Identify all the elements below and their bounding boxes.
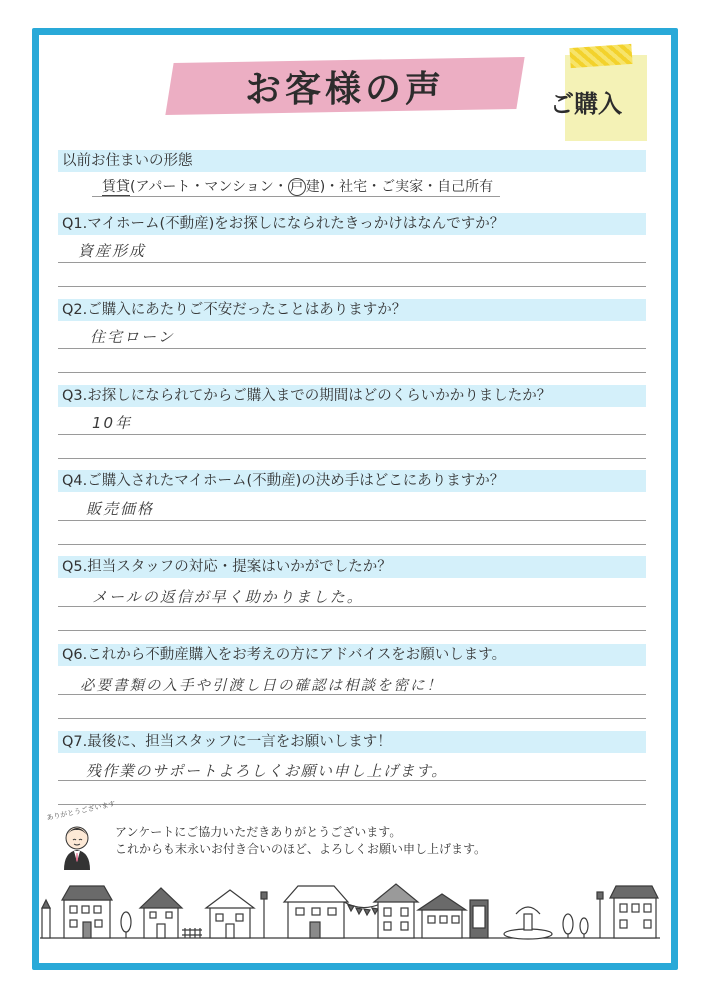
q6-rule-1 (58, 694, 646, 695)
question-1: Q1.マイホーム(不動産)をお探しになられたきっかけはなんですか？ (62, 216, 505, 232)
option-kodate-circled: 戸 (289, 179, 304, 195)
q5-rule-1 (58, 606, 646, 607)
q3-rule-2 (58, 458, 646, 459)
option-rest: )・社宅・ご実家・自己所有 (319, 179, 494, 195)
option-apart: (アパート・マンション・ (130, 179, 288, 195)
option-kodate-rest: 建 (305, 179, 320, 195)
q2-rule-1 (58, 348, 646, 349)
answer-7: 残作業のサポートよろしくお願い申し上げます。 (86, 762, 448, 780)
staff-mascot-icon (52, 812, 102, 872)
q1-rule-2 (58, 286, 646, 287)
q5-rule-2 (58, 630, 646, 631)
option-chintai: 賃貸 (102, 179, 130, 195)
question-2: Q2.ご購入にあたりご不安だったことはありますか？ (62, 302, 407, 318)
residence-label: 以前お住まいの形態 (62, 153, 193, 169)
closing-message (115, 824, 486, 858)
closing-line-2: これからも末永いお付き合いのほど、よろしくお願い申し上げます。 (115, 842, 487, 856)
mascot-speech: ありがとうございます (45, 799, 117, 823)
q1-rule-1 (58, 262, 646, 263)
answer-1: 資産形成 (78, 242, 147, 260)
q3-rule-1 (58, 434, 646, 435)
q4-rule-1 (58, 520, 646, 521)
question-7: Q7.最後に、担当スタッフに一言をお願いします！ (62, 734, 392, 750)
page-title: お客様の声 (244, 68, 445, 110)
question-3: Q3.お探しになられてからご購入までの期間はどのくらいかかりましたか？ (62, 388, 552, 404)
answer-5: メールの返信が早く助かりました。 (92, 588, 364, 606)
answer-2: 住宅ローン (90, 328, 175, 346)
residence-options (102, 176, 493, 196)
residence-rule (92, 196, 500, 197)
q4-rule-2 (58, 544, 646, 545)
q2-rule-2 (58, 372, 646, 373)
q7-rule-2 (58, 804, 646, 805)
q6-rule-2 (58, 718, 646, 719)
question-4: Q4.ご購入されたマイホーム(不動産)の決め手はどこにありますか？ (62, 473, 505, 489)
answer-6: 必要書類の入手や引渡し日の確認は相談を密に！ (80, 678, 443, 694)
answer-3: 10年 (92, 414, 133, 432)
closing-line-1: アンケートにご協力いただきありがとうございます。 (115, 825, 402, 839)
question-6: Q6.これから不動産購入をお考えの方にアドバイスをお願いします。 (62, 647, 507, 663)
question-5: Q5.担当スタッフの対応・提案はいかがでしたか？ (62, 559, 392, 575)
q7-rule-1 (58, 780, 646, 781)
category-label: ご購入 (550, 89, 622, 118)
answer-4: 販売価格 (86, 500, 155, 518)
town-illustration (40, 878, 660, 940)
